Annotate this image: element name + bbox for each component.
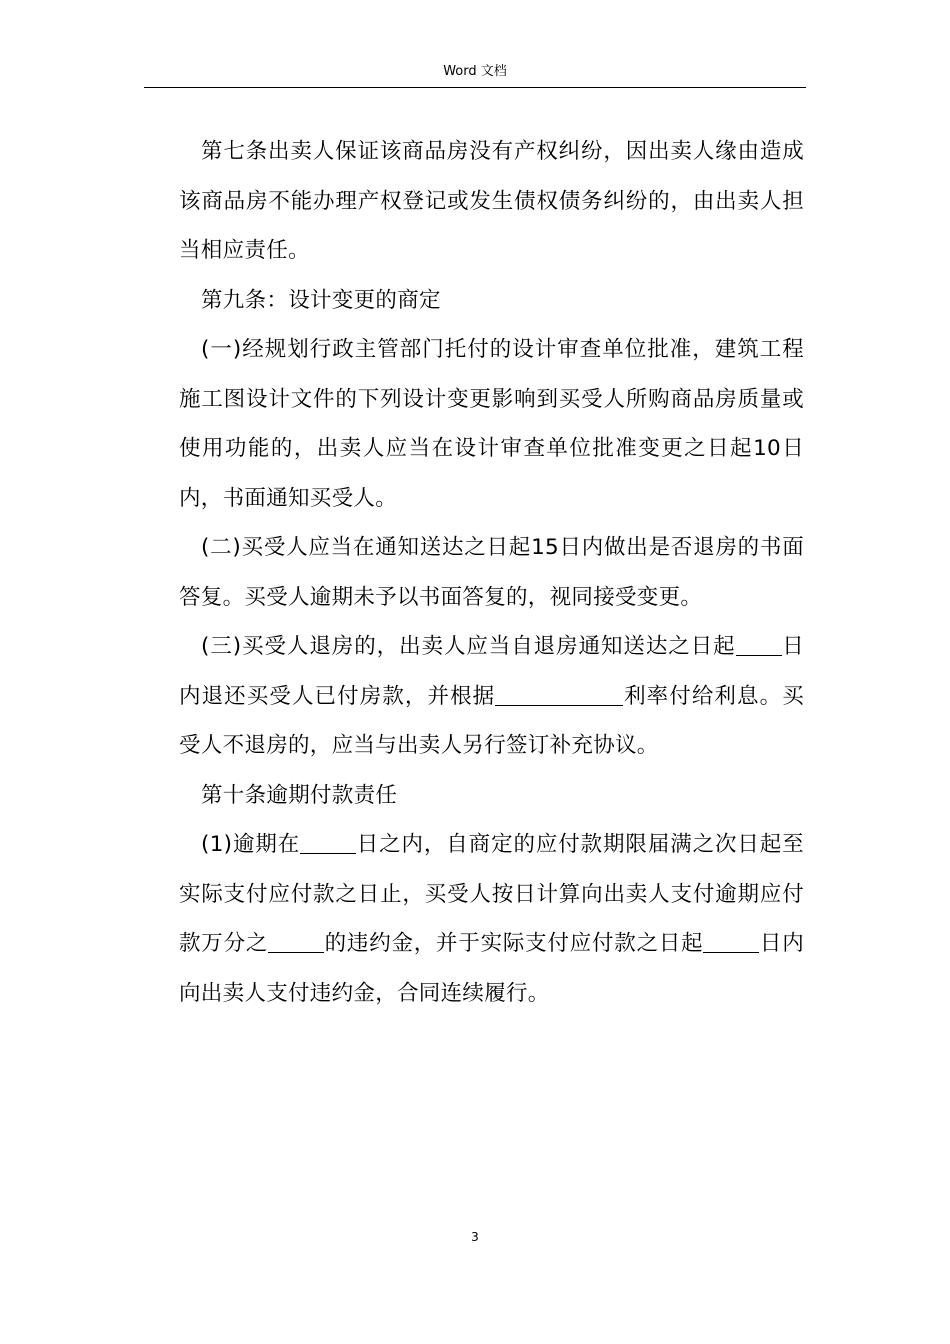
text-segment: 利率付给利息。买受人不退房的，应当与出卖人另行签订补充协议。 bbox=[179, 683, 805, 758]
document-body bbox=[179, 127, 804, 1018]
blank-fill-line bbox=[736, 634, 782, 657]
blank-fill-line bbox=[268, 931, 324, 954]
text-segment: 日内向出卖人支付违约金，合同连续履行。 bbox=[179, 931, 805, 1006]
text-segment: (1)逾期在 bbox=[201, 832, 301, 857]
page-number: 3 bbox=[471, 1230, 479, 1244]
text-segment: 日之内，自商定的应付款期限届满之次日起至实际支付应付款之日止，买受人按日计算向出卖人支付逾期应付款万分之 bbox=[179, 832, 804, 956]
blank-fill-line bbox=[703, 931, 759, 954]
paragraph-article-10-item-1 bbox=[179, 820, 804, 1018]
paragraph-article-9-item-3 bbox=[179, 622, 804, 771]
text-segment: 日内退还买受人已付房款，并根据 bbox=[179, 634, 804, 709]
paragraph-article-9-heading: 第九条：设计变更的商定 bbox=[201, 287, 441, 313]
paragraph-article-9-item-1: (一)经规划行政主管部门托付的设计审查单位批准，建筑工程施工图设计文件的下列设计变更影响到买受人所购商品房质量或使用功能的，出卖人应当在设计审查单位批准变更之日起10日内，书面通知买受人。 bbox=[179, 337, 804, 511]
blank-fill-line bbox=[300, 832, 356, 855]
header-divider bbox=[144, 87, 806, 88]
paragraph-article-10-heading: 第十条逾期付款责任 bbox=[201, 782, 398, 808]
paragraph-article-9-item-2: (二)买受人应当在通知送达之日起15日内做出是否退房的书面答复。买受人逾期未予以书面答复的，视同接受变更。 bbox=[179, 535, 804, 610]
text-segment: 的违约金，并于实际支付应付款之日起 bbox=[324, 931, 704, 956]
text-segment: (三)买受人退房的，出卖人应当自退房通知送达之日起 bbox=[201, 634, 736, 659]
blank-fill-line bbox=[495, 683, 623, 706]
paragraph-article-7: 第七条出卖人保证该商品房没有产权纠纷，因出卖人缘由造成该商品房不能办理产权登记或发生债权债务纠纷的，由出卖人担当相应责任。 bbox=[179, 139, 804, 263]
page-header: Word 文档 bbox=[443, 64, 507, 79]
